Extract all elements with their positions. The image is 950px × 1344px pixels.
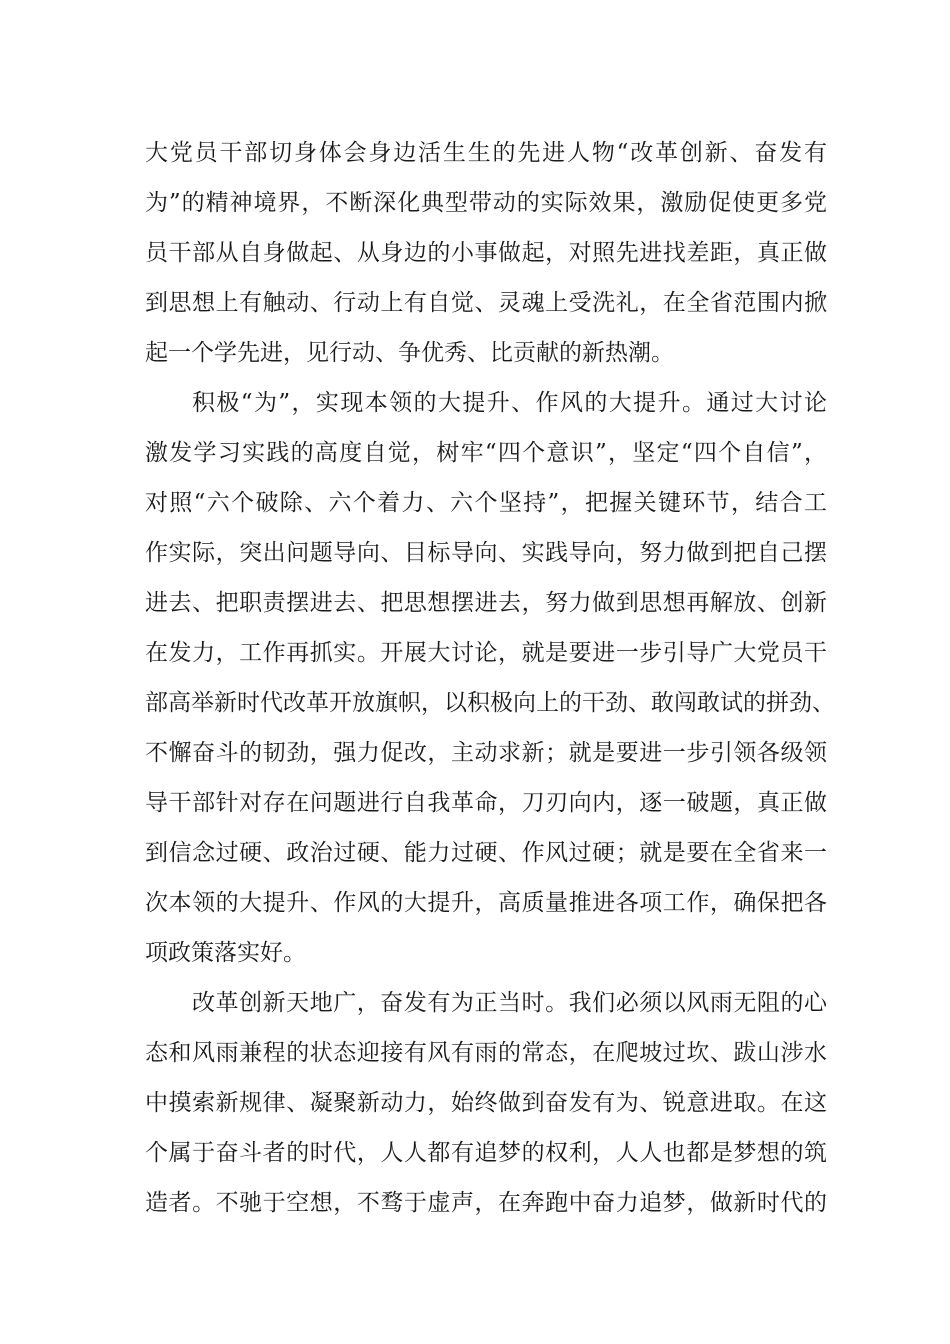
text-line: 激发学习实践的高度自觉，树牢“四个意识”，坚定“四个自信”， — [145, 440, 827, 466]
text-line: 作实际，突出问题导向、目标导向、实践导向，努力做到把自己摆 — [145, 540, 827, 566]
text-line: 中摸索新规律、凝聚新动力，始终做到奋发有为、锐意进取。在这 — [145, 1090, 827, 1116]
text-line: 不懈奋斗的韧劲，强力促改，主动求新；就是要进一步引领各级领 — [145, 740, 827, 766]
text-line: 项政策落实好。 — [145, 940, 306, 966]
text-line: 导干部针对存在问题进行自我革命，刀刃向内，逐一破题，真正做 — [145, 790, 827, 816]
paragraph-first-line: 积极“为”，实现本领的大提升、作风的大提升。通过大讨论 — [192, 390, 827, 416]
text-line: 到信念过硬、政治过硬、能力过硬、作风过硬；就是要在全省来一 — [145, 840, 827, 866]
text-line: 态和风雨兼程的状态迎接有风有雨的常态，在爬坡过坎、跋山涉水 — [145, 1040, 827, 1066]
text-line: 在发力，工作再抓实。开展大讨论，就是要进一步引导广大党员干 — [145, 640, 827, 666]
text-line: 到思想上有触动、行动上有自觉、灵魂上受洗礼，在全省范围内掀 — [145, 290, 827, 316]
text-line: 大党员干部切身体会身边活生生的先进人物“改革创新、奋发有 — [145, 140, 827, 166]
text-line: 进去、把职责摆进去、把思想摆进去，努力做到思想再解放、创新 — [145, 590, 827, 616]
text-line: 员干部从自身做起、从身边的小事做起，对照先进找差距，真正做 — [145, 240, 827, 266]
text-line: 个属于奋斗者的时代，人人都有追梦的权利，人人也都是梦想的筑 — [145, 1140, 827, 1166]
text-line: 对照“六个破除、六个着力、六个坚持”，把握关键环节，结合工 — [145, 490, 827, 516]
paragraph-first-line: 改革创新天地广，奋发有为正当时。我们必须以风雨无阻的心 — [192, 990, 827, 1016]
text-line: 部高举新时代改革开放旗帜，以积极向上的干劲、敢闯敢试的拼劲、 — [145, 690, 835, 716]
text-line: 起一个学先进，见行动、争优秀、比贡献的新热潮。 — [145, 340, 674, 366]
text-line: 为”的精神境界，不断深化典型带动的实际效果，激励促使更多党 — [145, 190, 827, 216]
text-line: 造者。不驰于空想，不骛于虚声，在奔跑中奋力追梦，做新时代的 — [145, 1190, 827, 1216]
text-line: 次本领的大提升、作风的大提升，高质量推进各项工作，确保把各 — [145, 890, 827, 916]
